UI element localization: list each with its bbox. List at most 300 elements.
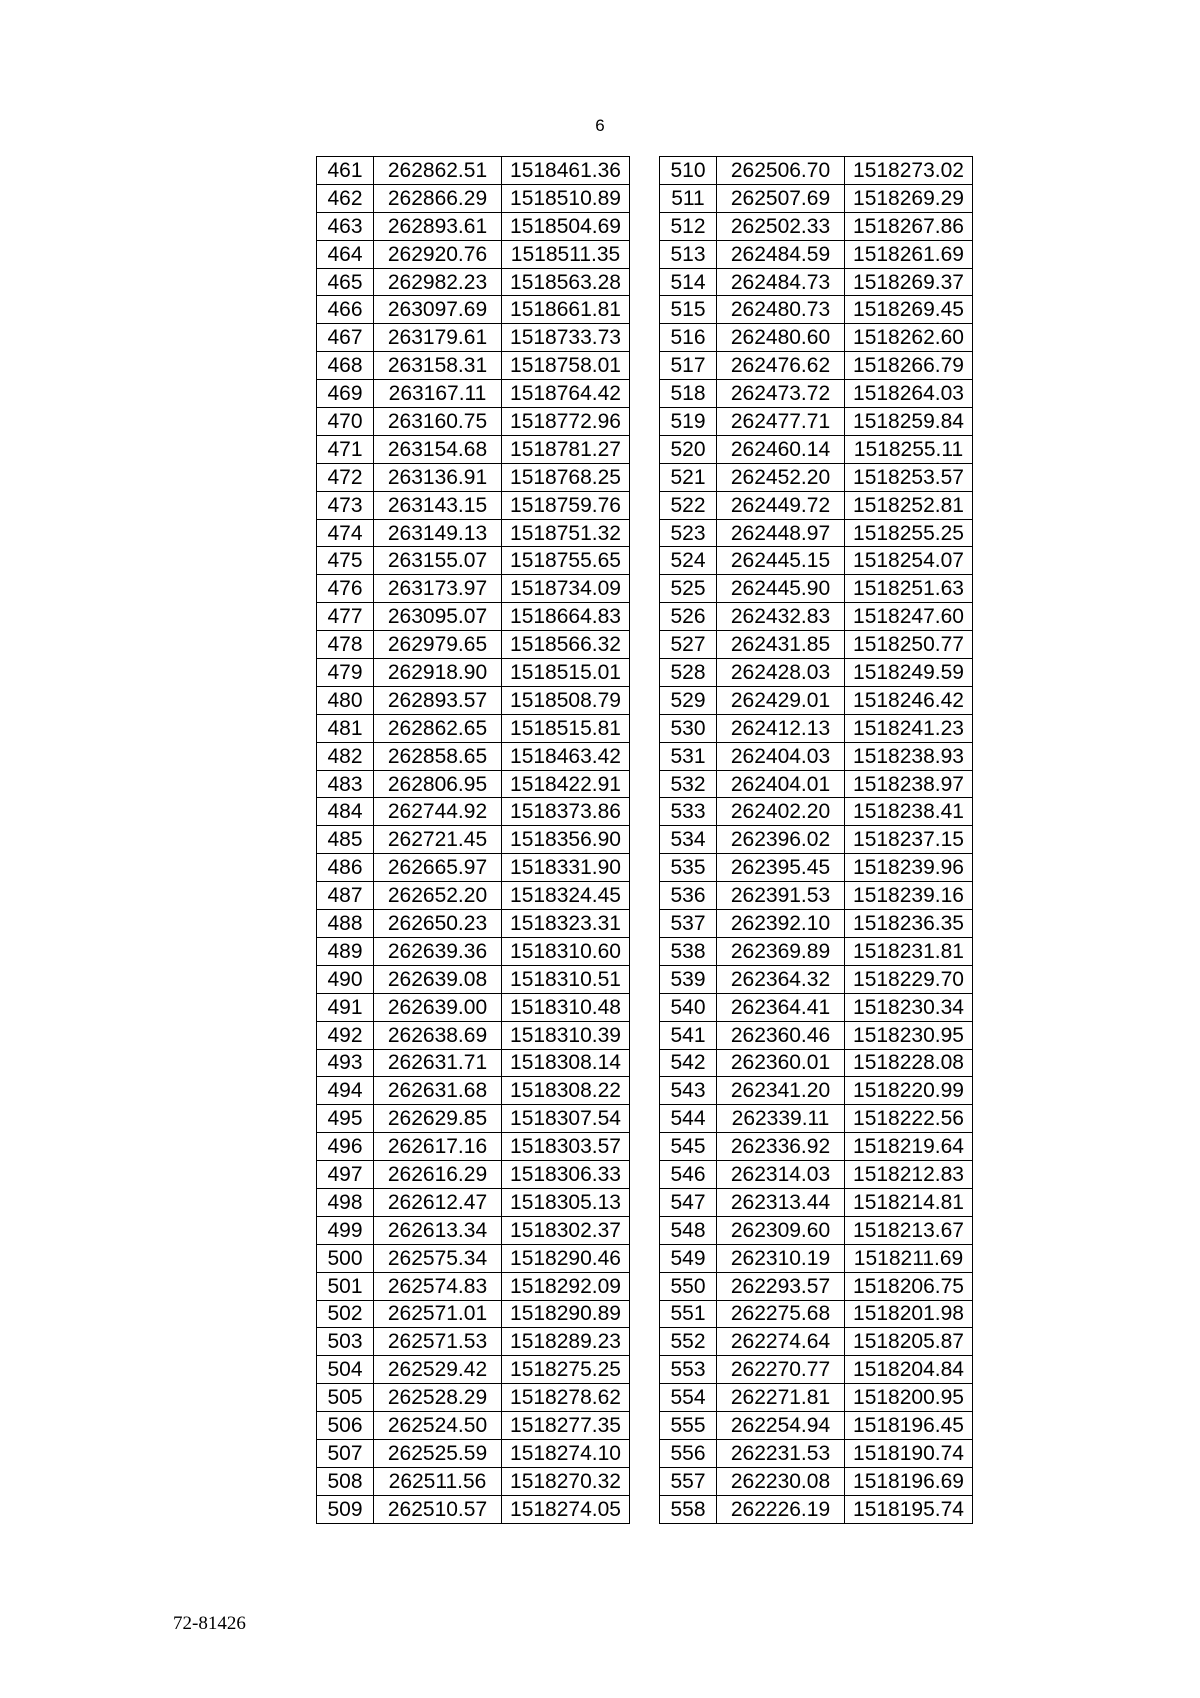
y-coordinate-cell: 1518195.74 — [845, 1495, 973, 1523]
x-coordinate-cell: 263136.91 — [374, 463, 502, 491]
x-coordinate-cell: 262473.72 — [717, 380, 845, 408]
table-row — [317, 575, 630, 603]
table-row — [660, 770, 973, 798]
y-coordinate-cell: 1518566.32 — [502, 631, 630, 659]
y-coordinate-cell: 1518228.08 — [845, 1049, 973, 1077]
point-number-cell: 523 — [660, 519, 717, 547]
x-coordinate-cell: 262639.36 — [374, 937, 502, 965]
document-code: 72-81426 — [173, 1613, 246, 1634]
point-number-cell: 532 — [660, 770, 717, 798]
y-coordinate-cell: 1518461.36 — [502, 157, 630, 185]
point-number-cell: 527 — [660, 631, 717, 659]
point-number-cell: 517 — [660, 352, 717, 380]
point-number-cell: 526 — [660, 603, 717, 631]
x-coordinate-cell: 262524.50 — [374, 1412, 502, 1440]
y-coordinate-cell: 1518310.60 — [502, 937, 630, 965]
point-number-cell: 477 — [317, 603, 374, 631]
table-row — [660, 965, 973, 993]
table-row — [660, 1356, 973, 1384]
point-number-cell: 549 — [660, 1244, 717, 1272]
table-row — [317, 1244, 630, 1272]
table-row — [317, 157, 630, 185]
y-coordinate-cell: 1518220.99 — [845, 1077, 973, 1105]
table-row — [660, 1272, 973, 1300]
x-coordinate-cell: 262445.90 — [717, 575, 845, 603]
table-row — [317, 1412, 630, 1440]
table-row — [660, 296, 973, 324]
table-row — [660, 575, 973, 603]
point-number-cell: 466 — [317, 296, 374, 324]
x-coordinate-cell: 262574.83 — [374, 1272, 502, 1300]
x-coordinate-cell: 262744.92 — [374, 798, 502, 826]
point-number-cell: 503 — [317, 1328, 374, 1356]
y-coordinate-cell: 1518238.93 — [845, 742, 973, 770]
y-coordinate-cell: 1518275.25 — [502, 1356, 630, 1384]
x-coordinate-cell: 263167.11 — [374, 380, 502, 408]
table-row — [660, 212, 973, 240]
x-coordinate-cell: 262364.41 — [717, 993, 845, 1021]
y-coordinate-cell: 1518290.89 — [502, 1300, 630, 1328]
y-coordinate-cell: 1518213.67 — [845, 1216, 973, 1244]
table-row — [660, 1412, 973, 1440]
point-number-cell: 540 — [660, 993, 717, 1021]
y-coordinate-cell: 1518253.57 — [845, 463, 973, 491]
x-coordinate-cell: 262571.01 — [374, 1300, 502, 1328]
y-coordinate-cell: 1518303.57 — [502, 1133, 630, 1161]
table-row — [660, 1105, 973, 1133]
y-coordinate-cell: 1518463.42 — [502, 742, 630, 770]
x-coordinate-cell: 262230.08 — [717, 1467, 845, 1495]
point-number-cell: 493 — [317, 1049, 374, 1077]
x-coordinate-cell: 262982.23 — [374, 268, 502, 296]
y-coordinate-cell: 1518205.87 — [845, 1328, 973, 1356]
x-coordinate-cell: 262231.53 — [717, 1439, 845, 1467]
table-row — [660, 380, 973, 408]
table-row — [317, 603, 630, 631]
table-row — [660, 603, 973, 631]
x-coordinate-cell: 262862.51 — [374, 157, 502, 185]
x-coordinate-cell: 262360.46 — [717, 1021, 845, 1049]
table-row — [317, 714, 630, 742]
x-coordinate-cell: 262631.68 — [374, 1077, 502, 1105]
point-number-cell: 512 — [660, 212, 717, 240]
table-row — [317, 965, 630, 993]
point-number-cell: 501 — [317, 1272, 374, 1300]
point-number-cell: 474 — [317, 519, 374, 547]
y-coordinate-cell: 1518251.63 — [845, 575, 973, 603]
y-coordinate-cell: 1518255.11 — [845, 435, 973, 463]
point-number-cell: 553 — [660, 1356, 717, 1384]
table-row — [317, 686, 630, 714]
x-coordinate-cell: 262918.90 — [374, 659, 502, 687]
x-coordinate-cell: 262631.71 — [374, 1049, 502, 1077]
y-coordinate-cell: 1518269.45 — [845, 296, 973, 324]
point-number-cell: 518 — [660, 380, 717, 408]
y-coordinate-cell: 1518236.35 — [845, 910, 973, 938]
x-coordinate-cell: 263158.31 — [374, 352, 502, 380]
y-coordinate-cell: 1518302.37 — [502, 1216, 630, 1244]
table-row — [317, 268, 630, 296]
table-row — [660, 659, 973, 687]
y-coordinate-cell: 1518204.84 — [845, 1356, 973, 1384]
x-coordinate-cell: 262893.57 — [374, 686, 502, 714]
y-coordinate-cell: 1518764.42 — [502, 380, 630, 408]
x-coordinate-cell: 262858.65 — [374, 742, 502, 770]
x-coordinate-cell: 262445.15 — [717, 547, 845, 575]
point-number-cell: 530 — [660, 714, 717, 742]
table-row — [660, 408, 973, 436]
table-row — [317, 1133, 630, 1161]
y-coordinate-cell: 1518239.96 — [845, 854, 973, 882]
y-coordinate-cell: 1518196.69 — [845, 1467, 973, 1495]
x-coordinate-cell: 262866.29 — [374, 184, 502, 212]
point-number-cell: 491 — [317, 993, 374, 1021]
y-coordinate-cell: 1518331.90 — [502, 854, 630, 882]
table-row — [660, 324, 973, 352]
point-number-cell: 507 — [317, 1439, 374, 1467]
table-row — [660, 826, 973, 854]
y-coordinate-cell: 1518252.81 — [845, 491, 973, 519]
y-coordinate-cell: 1518201.98 — [845, 1300, 973, 1328]
y-coordinate-cell: 1518308.22 — [502, 1077, 630, 1105]
point-number-cell: 511 — [660, 184, 717, 212]
y-coordinate-cell: 1518206.75 — [845, 1272, 973, 1300]
point-number-cell: 502 — [317, 1300, 374, 1328]
point-number-cell: 497 — [317, 1161, 374, 1189]
table-row — [317, 1216, 630, 1244]
table-row — [317, 1272, 630, 1300]
x-coordinate-cell: 262404.03 — [717, 742, 845, 770]
table-row — [317, 631, 630, 659]
point-number-cell: 480 — [317, 686, 374, 714]
x-coordinate-cell: 263160.75 — [374, 408, 502, 436]
y-coordinate-cell: 1518241.23 — [845, 714, 973, 742]
table-row — [317, 1188, 630, 1216]
y-coordinate-cell: 1518510.89 — [502, 184, 630, 212]
point-number-cell: 464 — [317, 240, 374, 268]
x-coordinate-cell: 262275.68 — [717, 1300, 845, 1328]
point-number-cell: 492 — [317, 1021, 374, 1049]
point-number-cell: 504 — [317, 1356, 374, 1384]
table-row — [660, 798, 973, 826]
y-coordinate-cell: 1518211.69 — [845, 1244, 973, 1272]
table-row — [317, 1495, 630, 1523]
y-coordinate-cell: 1518308.14 — [502, 1049, 630, 1077]
point-number-cell: 510 — [660, 157, 717, 185]
point-number-cell: 498 — [317, 1188, 374, 1216]
x-coordinate-cell: 262412.13 — [717, 714, 845, 742]
x-coordinate-cell: 262460.14 — [717, 435, 845, 463]
point-number-cell: 546 — [660, 1161, 717, 1189]
point-number-cell: 541 — [660, 1021, 717, 1049]
point-number-cell: 514 — [660, 268, 717, 296]
point-number-cell: 525 — [660, 575, 717, 603]
table-row — [317, 435, 630, 463]
y-coordinate-cell: 1518231.81 — [845, 937, 973, 965]
x-coordinate-cell: 262360.01 — [717, 1049, 845, 1077]
y-coordinate-cell: 1518422.91 — [502, 770, 630, 798]
y-coordinate-cell: 1518238.97 — [845, 770, 973, 798]
y-coordinate-cell: 1518661.81 — [502, 296, 630, 324]
table-row — [660, 352, 973, 380]
y-coordinate-cell: 1518305.13 — [502, 1188, 630, 1216]
table-row — [317, 1439, 630, 1467]
point-number-cell: 484 — [317, 798, 374, 826]
y-coordinate-cell: 1518230.34 — [845, 993, 973, 1021]
table-row — [317, 296, 630, 324]
x-coordinate-cell: 262528.29 — [374, 1384, 502, 1412]
y-coordinate-cell: 1518310.48 — [502, 993, 630, 1021]
point-number-cell: 558 — [660, 1495, 717, 1523]
y-coordinate-cell: 1518515.81 — [502, 714, 630, 742]
table-row — [660, 1021, 973, 1049]
x-coordinate-cell: 262432.83 — [717, 603, 845, 631]
x-coordinate-cell: 262254.94 — [717, 1412, 845, 1440]
table-row — [317, 1161, 630, 1189]
table-row — [317, 184, 630, 212]
x-coordinate-cell: 262476.62 — [717, 352, 845, 380]
table-row — [660, 1133, 973, 1161]
x-coordinate-cell: 262650.23 — [374, 910, 502, 938]
table-row — [317, 1105, 630, 1133]
x-coordinate-cell: 262341.20 — [717, 1077, 845, 1105]
point-number-cell: 513 — [660, 240, 717, 268]
table-row — [317, 408, 630, 436]
table-row — [317, 993, 630, 1021]
table-row — [317, 380, 630, 408]
point-number-cell: 544 — [660, 1105, 717, 1133]
table-row — [660, 882, 973, 910]
x-coordinate-cell: 262480.60 — [717, 324, 845, 352]
point-number-cell: 557 — [660, 1467, 717, 1495]
point-number-cell: 508 — [317, 1467, 374, 1495]
point-number-cell: 461 — [317, 157, 374, 185]
y-coordinate-cell: 1518734.09 — [502, 575, 630, 603]
table-row — [660, 184, 973, 212]
point-number-cell: 516 — [660, 324, 717, 352]
y-coordinate-cell: 1518270.32 — [502, 1467, 630, 1495]
x-coordinate-cell: 262484.73 — [717, 268, 845, 296]
table-row — [660, 1216, 973, 1244]
point-number-cell: 465 — [317, 268, 374, 296]
point-number-cell: 476 — [317, 575, 374, 603]
table-row — [317, 519, 630, 547]
table-row — [317, 770, 630, 798]
y-coordinate-cell: 1518250.77 — [845, 631, 973, 659]
x-coordinate-cell: 262480.73 — [717, 296, 845, 324]
x-coordinate-cell: 263154.68 — [374, 435, 502, 463]
table-row — [660, 435, 973, 463]
x-coordinate-cell: 262429.01 — [717, 686, 845, 714]
x-coordinate-cell: 262274.64 — [717, 1328, 845, 1356]
point-number-cell: 506 — [317, 1412, 374, 1440]
table-row — [660, 157, 973, 185]
y-coordinate-cell: 1518515.01 — [502, 659, 630, 687]
y-coordinate-cell: 1518269.29 — [845, 184, 973, 212]
table-row — [660, 631, 973, 659]
table-row — [317, 1384, 630, 1412]
point-number-cell: 555 — [660, 1412, 717, 1440]
x-coordinate-cell: 262404.01 — [717, 770, 845, 798]
table-row — [317, 742, 630, 770]
y-coordinate-cell: 1518373.86 — [502, 798, 630, 826]
y-coordinate-cell: 1518254.07 — [845, 547, 973, 575]
y-coordinate-cell: 1518274.05 — [502, 1495, 630, 1523]
table-row — [660, 854, 973, 882]
table-row — [660, 1467, 973, 1495]
y-coordinate-cell: 1518307.54 — [502, 1105, 630, 1133]
table-row — [660, 519, 973, 547]
point-number-cell: 490 — [317, 965, 374, 993]
point-number-cell: 536 — [660, 882, 717, 910]
y-coordinate-cell: 1518262.60 — [845, 324, 973, 352]
y-coordinate-cell: 1518269.37 — [845, 268, 973, 296]
x-coordinate-cell: 262862.65 — [374, 714, 502, 742]
coordinates-table-left — [316, 156, 630, 1524]
point-number-cell: 486 — [317, 854, 374, 882]
point-number-cell: 537 — [660, 910, 717, 938]
y-coordinate-cell: 1518324.45 — [502, 882, 630, 910]
point-number-cell: 495 — [317, 1105, 374, 1133]
x-coordinate-cell: 263155.07 — [374, 547, 502, 575]
table-row — [317, 1049, 630, 1077]
x-coordinate-cell: 262392.10 — [717, 910, 845, 938]
point-number-cell: 468 — [317, 352, 374, 380]
y-coordinate-cell: 1518733.73 — [502, 324, 630, 352]
point-number-cell: 488 — [317, 910, 374, 938]
table-row — [317, 1356, 630, 1384]
x-coordinate-cell: 263097.69 — [374, 296, 502, 324]
x-coordinate-cell: 262616.29 — [374, 1161, 502, 1189]
table-row — [660, 1495, 973, 1523]
x-coordinate-cell: 262271.81 — [717, 1384, 845, 1412]
table-row — [317, 882, 630, 910]
x-coordinate-cell: 262639.08 — [374, 965, 502, 993]
table-row — [317, 1021, 630, 1049]
point-number-cell: 543 — [660, 1077, 717, 1105]
point-number-cell: 481 — [317, 714, 374, 742]
point-number-cell: 519 — [660, 408, 717, 436]
x-coordinate-cell: 262477.71 — [717, 408, 845, 436]
y-coordinate-cell: 1518190.74 — [845, 1439, 973, 1467]
x-coordinate-cell: 262369.89 — [717, 937, 845, 965]
point-number-cell: 547 — [660, 1188, 717, 1216]
y-coordinate-cell: 1518508.79 — [502, 686, 630, 714]
table-row — [660, 937, 973, 965]
y-coordinate-cell: 1518255.25 — [845, 519, 973, 547]
point-number-cell: 496 — [317, 1133, 374, 1161]
point-number-cell: 542 — [660, 1049, 717, 1077]
x-coordinate-cell: 262428.03 — [717, 659, 845, 687]
point-number-cell: 467 — [317, 324, 374, 352]
table-row — [317, 463, 630, 491]
point-number-cell: 473 — [317, 491, 374, 519]
table-row — [317, 1077, 630, 1105]
x-coordinate-cell: 262431.85 — [717, 631, 845, 659]
y-coordinate-cell: 1518222.56 — [845, 1105, 973, 1133]
x-coordinate-cell: 262979.65 — [374, 631, 502, 659]
x-coordinate-cell: 262721.45 — [374, 826, 502, 854]
x-coordinate-cell: 263173.97 — [374, 575, 502, 603]
table-row — [660, 714, 973, 742]
y-coordinate-cell: 1518759.76 — [502, 491, 630, 519]
y-coordinate-cell: 1518261.69 — [845, 240, 973, 268]
table-row — [660, 1300, 973, 1328]
y-coordinate-cell: 1518289.23 — [502, 1328, 630, 1356]
point-number-cell: 535 — [660, 854, 717, 882]
x-coordinate-cell: 262510.57 — [374, 1495, 502, 1523]
y-coordinate-cell: 1518755.65 — [502, 547, 630, 575]
x-coordinate-cell: 262893.61 — [374, 212, 502, 240]
table-row — [317, 324, 630, 352]
y-coordinate-cell: 1518772.96 — [502, 408, 630, 436]
table-row — [317, 212, 630, 240]
x-coordinate-cell: 262525.59 — [374, 1439, 502, 1467]
y-coordinate-cell: 1518323.31 — [502, 910, 630, 938]
point-number-cell: 500 — [317, 1244, 374, 1272]
y-coordinate-cell: 1518237.15 — [845, 826, 973, 854]
x-coordinate-cell: 262364.32 — [717, 965, 845, 993]
point-number-cell: 533 — [660, 798, 717, 826]
point-number-cell: 487 — [317, 882, 374, 910]
point-number-cell: 545 — [660, 1133, 717, 1161]
point-number-cell: 499 — [317, 1216, 374, 1244]
point-number-cell: 471 — [317, 435, 374, 463]
y-coordinate-cell: 1518290.46 — [502, 1244, 630, 1272]
table-row — [317, 937, 630, 965]
point-number-cell: 551 — [660, 1300, 717, 1328]
y-coordinate-cell: 1518259.84 — [845, 408, 973, 436]
x-coordinate-cell: 262920.76 — [374, 240, 502, 268]
x-coordinate-cell: 262511.56 — [374, 1467, 502, 1495]
x-coordinate-cell: 262309.60 — [717, 1216, 845, 1244]
table-row — [660, 1049, 973, 1077]
y-coordinate-cell: 1518238.41 — [845, 798, 973, 826]
table-row — [660, 491, 973, 519]
point-number-cell: 534 — [660, 826, 717, 854]
y-coordinate-cell: 1518249.59 — [845, 659, 973, 687]
point-number-cell: 538 — [660, 937, 717, 965]
point-number-cell: 485 — [317, 826, 374, 854]
y-coordinate-cell: 1518246.42 — [845, 686, 973, 714]
table-row — [317, 910, 630, 938]
table-row — [660, 1161, 973, 1189]
point-number-cell: 469 — [317, 380, 374, 408]
y-coordinate-cell: 1518196.45 — [845, 1412, 973, 1440]
table-row — [660, 240, 973, 268]
point-number-cell: 521 — [660, 463, 717, 491]
point-number-cell: 494 — [317, 1077, 374, 1105]
y-coordinate-cell: 1518768.25 — [502, 463, 630, 491]
table-row — [317, 1328, 630, 1356]
table-row — [660, 1077, 973, 1105]
table-row — [317, 352, 630, 380]
y-coordinate-cell: 1518310.51 — [502, 965, 630, 993]
point-number-cell: 531 — [660, 742, 717, 770]
point-number-cell: 522 — [660, 491, 717, 519]
table-row — [317, 1300, 630, 1328]
table-row — [660, 1244, 973, 1272]
point-number-cell: 482 — [317, 742, 374, 770]
point-number-cell: 548 — [660, 1216, 717, 1244]
point-number-cell: 529 — [660, 686, 717, 714]
x-coordinate-cell: 262506.70 — [717, 157, 845, 185]
point-number-cell: 463 — [317, 212, 374, 240]
x-coordinate-cell: 262395.45 — [717, 854, 845, 882]
table-row — [660, 1384, 973, 1412]
y-coordinate-cell: 1518247.60 — [845, 603, 973, 631]
table-row — [660, 742, 973, 770]
